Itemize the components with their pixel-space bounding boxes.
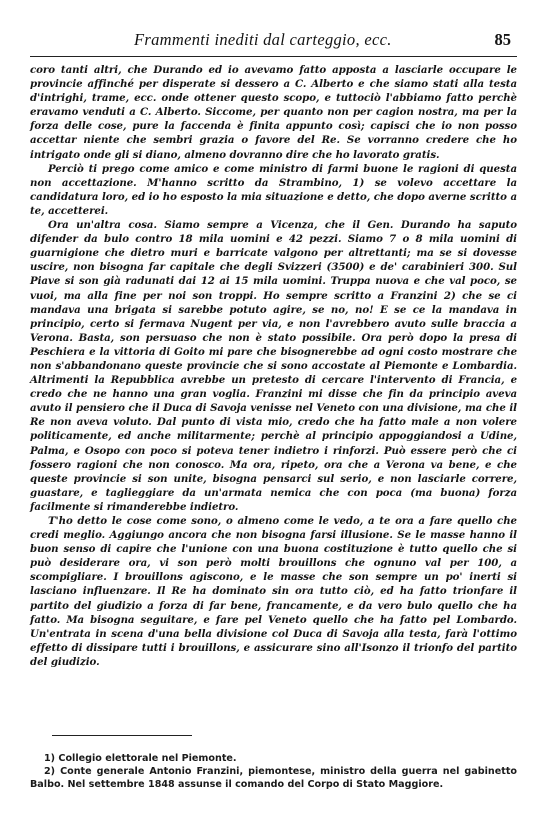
running-title: Frammenti inediti dal carteggio, ecc. (134, 30, 392, 49)
letter-body (30, 63, 517, 669)
footnotes (30, 752, 517, 792)
paragraph-2: Perciò ti prego come amico e come ministro di farmi buone le ragioni di questa non accettazione. M'hanno scritto da Strambino, 1) se volevo accettare la candidatura loro, ed io ho esposto la mia situazione e detto, che dopo averne scritto a te, accetterei. (30, 162, 517, 217)
paragraph-4: T'ho detto le cose come sono, o almeno come le vedo, a te ora a fare quello che credi meglio. Aggiungo ancora che non bisogna farsi illusione. Se le masse hanno il buon senso di capire che l'unione con una buona costituzione è tutto quello che si può desiderare ora, vi son però molti brouillons che ognuno val per 100, a scompigliare. I brouillons agiscono, e le masse che son sempre un po' inerti si lasciano influenzare. Il Re ha dominato sin ora tutto ciò, ed ha fatto trionfare il partito del giudizio a forza di far bene, francamente, e da vero bulo quello che ha fatto. Ma bisogna seguitare, e fare pel Veneto quello che ha fatto pel Lombardo. Un'entrata in scena d'una bella divisione col Duca di Savoja alla testa, farà l'ottimo effetto di dissipare tutti i brouillons, e assicurare sino all'Isonzo il trionfo del partito del giudizio. (30, 515, 517, 668)
footnote-1: 1) Collegio elettorale nel Piemonte. (44, 753, 237, 764)
footnote-rule (52, 735, 192, 736)
paragraph-3: Ora un'altra cosa. Siamo sempre a Vicenza, che il Gen. Durando ha saputo difender da bulo contro 18 mila uomini e 42 pezzi. Siamo 7 o 8 mila uomini di guarnigione che dietro muri e barricate valgono per altrettanti; ma se si dovesse uscire, non bisogna far capitale che degli Svizzeri (3500) e de' carabinieri 300. Sul Piave si son già radunati dai 12 ai 15 mila uomini. Truppa nuova e che val poco, se vuoi, ma alla fine per noi son troppi. Ho sempre scritto a Franzini 2) che se ci mandava una brigata si sarebbe potuto agire, se no, no! E se ce la mandava in principio, certo si fermava Nugent per via, e non l'avrebbero avuto sulle braccia a Verona. Basta, son persuaso che non è stato possibile. Ora però dopo la presa di Peschiera e la vittoria di Goito mi pare che bisognerebbe ad ogni costo mostrare che non s'abbandonano queste provincie che si sono accostate al Piemonte e Lombardia. Altrimenti la Repubblica avrebbe un pretesto di cercare l'intervento di Francia, e credo che ne hanno una gran voglia. Franzini mi disse che fin da principio aveva avuto il pensiero che il Duca di Savoja venisse nel Veneto con una divisione, ma che il Re non aveva voluto. Dal punto di vista mio, credo che ha fatto male a non volere politicamente, ed anche militarmente; perchè al principio appoggiandosi a Udine, Palma, e Osopo con poco si poteva tener indietro i rinforzi. Può essere però che ci fossero ragioni che non conosco. Ma ora, ripeto, ora che a Verona va bene, e che queste provincie si son unite, bisogna pensarci sul serio, e non lasciarle correre, guastare, e taglieggiare da un'armata nemica che con poca (ma buona) forza facilmente si rimanderebbe indietro. (30, 219, 517, 513)
header-rule (30, 56, 517, 57)
page-header (30, 30, 517, 52)
footnote-2: 2) Conte generale Antonio Franzini, piemontese, ministro della guerra nel gabinetto Balbo. Nel settembre 1848 assunse il comando del Corpo di Stato Maggiore. (30, 766, 517, 791)
paragraph-1: coro tanti altri, che Durando ed io avevamo fatto apposta a lasciarle occupare le provincie affinché per disperate si dessero a C. Alberto e che siamo stati alla testa d'intrighi, trame, ecc. onde ottener questo scopo, e tuttociò l'abbiamo fatto perchè eravamo venduti a C. Alberto. Siccome, per quanto non per cagion nostra, ma per la forza delle cose, pure la faccenda è finita appunto così; capisci che io non posso accettar niente che sembri grazia o favore del Re. Se vorranno credere che ho intrigato onde gli si diano, almeno dovranno dire che ho lavorato gratis. (30, 64, 517, 161)
page-number: 85 (494, 30, 511, 49)
